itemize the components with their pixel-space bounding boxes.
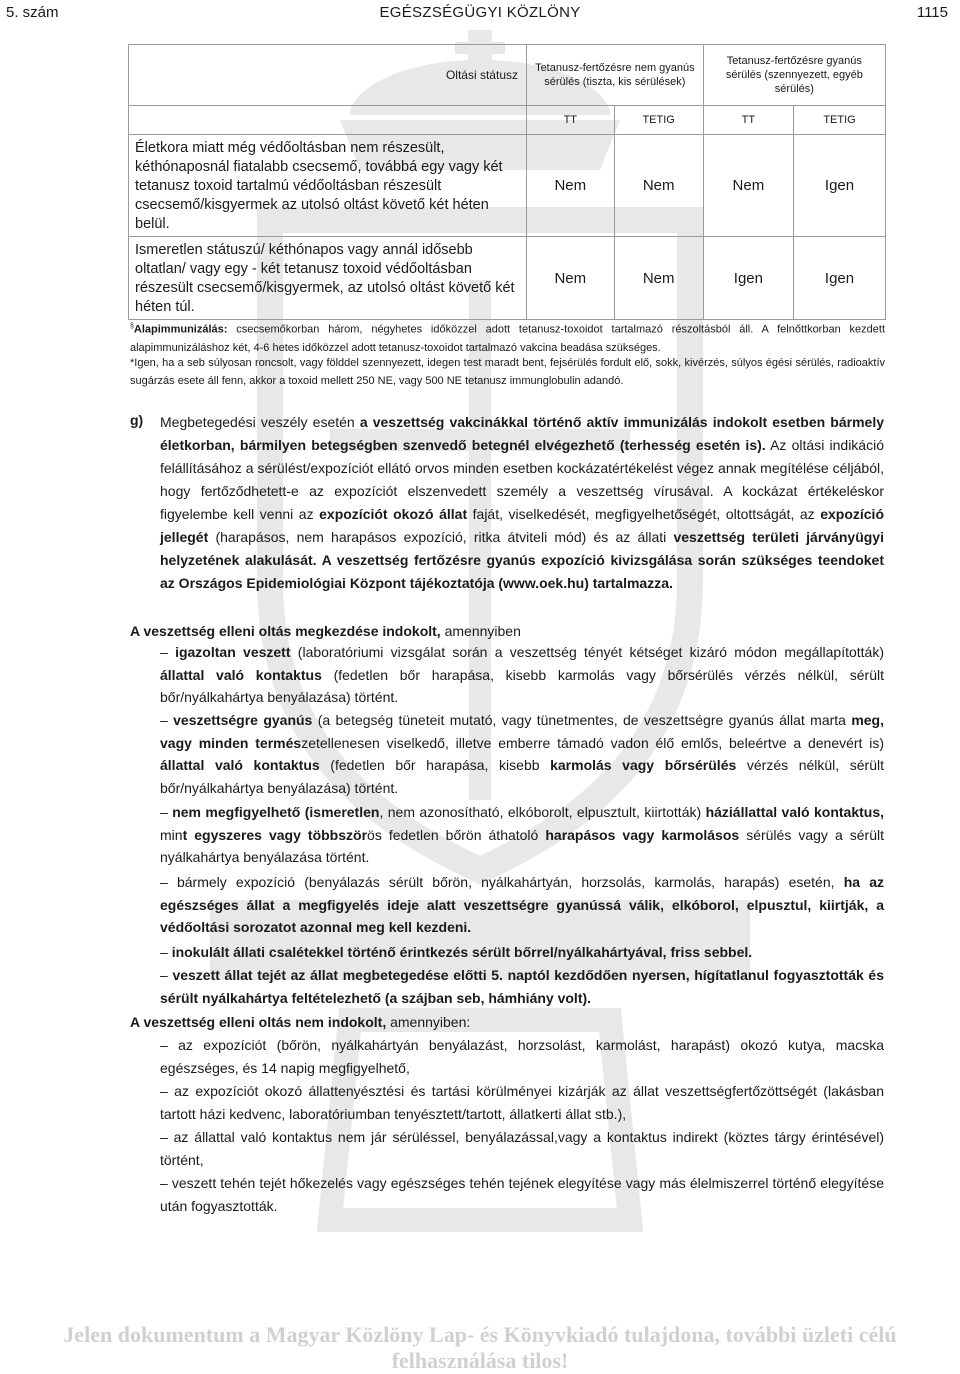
bold-span: meg, vagy minden termés (160, 712, 884, 751)
dash: – (160, 967, 173, 983)
table-cell: Nem (527, 135, 615, 237)
section-g-paragraph (160, 411, 884, 595)
text-span: (harapásos, nem harapásos expozíció, ritka átviteli mód) és az állati (208, 529, 674, 545)
table-cell: Igen (794, 237, 886, 320)
subheader-tetig-dirty: TETIG (794, 106, 886, 135)
bold-span: veszettség területi járványügyi helyzetének alakulását. A veszettség fertőzésre gyanús expozíció kivizsgálása során szükséges teendoket az Országos Epidemiológiai Központ tájékoztatója (www.oek.hu) tartalmazza. (160, 529, 884, 591)
text-span: Az oltási indikáció felállításához a sérülést/expozíciót ellátó orvos minden esetben kockázatértékelést végez annak megítélése céljából, hogy fertőződhetett-e az expozíciót elszenvedett személy a veszettség vírusával. A kockázat értékeléskor figyelembe kell venni az (160, 437, 884, 522)
row-description: Életkora miatt még védőoltásban nem részesült, kéthónaposnál fiatalabb csecsemő, továbbá egy vagy két tetanusz toxoid tartalmú védőoltásban részesült csecsemő/kisgyermek az utolsó oltást követő két héten belül. (129, 135, 527, 237)
footnote-term: Alapimmunizálás: (133, 323, 228, 336)
list-item: – veszett tehén tejét hőkezelés vagy egészséges tehén tejének elegyítése vagy más élelmiszerrel történő elegyítése után fogyasztották. (160, 1175, 884, 1214)
table-cell: Nem (527, 237, 615, 320)
list-item (160, 801, 884, 869)
subheader-tt-clean: TT (527, 106, 615, 135)
text-span: amennyiben (440, 623, 521, 639)
bold-span: expozíciót okozó állat (319, 506, 468, 522)
list-item (160, 641, 884, 709)
text-span: (fedetlen bőr harapása, kisebb karmolás vagy bőrsérülés vérzés nélkül, sérült bőr/nyálkahártya benyálazása) történt. (160, 666, 884, 705)
bold-span: ha az egészséges állat a megfigyelés ideje alatt veszettségre gyanússá válik, elkóborol, elpusztul, kiirtják, a védőoltási sorozatot azonnal meg kell kezdeni. (160, 874, 884, 935)
text-span: zetellenesen viselkedő, illetve emberre támadó vadon élő emlős, beleértve a denevért is) (301, 734, 884, 751)
table-row (129, 237, 886, 320)
list-item (160, 964, 884, 1009)
dash: – (160, 712, 174, 728)
bold-span: A veszettség elleni oltás megkezdése indokolt, (130, 623, 441, 639)
dash: – (160, 644, 176, 660)
bold-span: állattal való kontaktus (160, 757, 320, 773)
page-header (0, 0, 960, 26)
tetanus-status-table (128, 44, 886, 320)
list-item (160, 871, 884, 939)
footnote-marker: § (130, 323, 134, 330)
bold-span: a veszettség vakcinákkal történő aktív immunizálás indokolt esetben bármely életkorban, bármilyen betegségben szenvedő betegnél elvégezhető (terhesség esetén is). (160, 414, 885, 453)
table-cell: Igen (794, 135, 886, 237)
bold-span: igazoltan veszett (175, 644, 291, 660)
text-span: bármely expozíció (benyálazás sérült bőrön, nyálkahártyán, horzsolás, karmolás, harapás) esetén, (176, 874, 844, 890)
table-row (129, 135, 886, 237)
footnote-basic-immunization (130, 318, 885, 357)
table-cell: Igen (703, 237, 793, 320)
dash: – (160, 944, 172, 960)
subheader-tt-dirty: TT (703, 106, 793, 135)
footnote-text: *Igen, ha a seb súlyosan roncsolt, vagy földdel szennyezett, idegen test maradt bent, fejsérülés fordult elő, sokk, kivérzés, súlyos égési sérülés, radioaktív sugárzás esete áll fenn, akkor a toxoid mellett 250 NE, vagy 500 NE tetanusz immunglobulin adandó. (130, 357, 885, 387)
bold-span: A veszettség elleni oltás nem indokolt, (130, 1014, 387, 1030)
text-span: sérülés vagy a sérült nyálkahártya benyálazása történt. (160, 826, 884, 865)
text-span: (a betegség tüneteit mutató, vagy tünetmentes, de veszettségre gyanús állat marta (312, 712, 852, 728)
text-span: , nem azonosítható, elkóborolt, elpusztult, kiirtották) (379, 804, 706, 820)
footnote-text: csecsemőkorban három, négyhetes időközzel adott tetanusz-toxoidot tartalmazó részoltásból áll. A felnőttkorban kezdett alapimmunizáláshoz két, 4-6 hetes időközzel adott tetanusz-toxoidot tartalmazó vakcina beadása szükséges. (130, 323, 885, 354)
page-number: 1115 (916, 4, 948, 21)
table-cell: Nem (614, 135, 703, 237)
not-indicated-heading (130, 1011, 470, 1033)
header-clean-wound: Tetanusz-fertőzésre nem gyanús sérülés (tiszta, kis sérülések) (527, 45, 704, 106)
text-span: min (160, 826, 183, 843)
section-label: g) (130, 412, 144, 428)
list-item (160, 941, 884, 964)
list-item: – az expozíciót (bőrön, nyálkahártyán benyálazást, horzsolást, karmolást, harapást) okozó kutya, macska egészséges, és 14 napig megfigyelhető, (160, 1037, 884, 1076)
text-span: amennyiben: (386, 1014, 471, 1030)
copyright-notice: Jelen dokumentum a Magyar Közlöny Lap- és Könyvkiadó tulajdona, további üzleti célú felhasználása tilos! (63, 1322, 897, 1373)
list-item: – az állattal való kontaktus nem jár sérüléssel, benyálazással,vagy a kontaktus indirekt (köztes tárgy érintésével) történt, (160, 1129, 884, 1168)
dash: – (160, 804, 173, 820)
list-item: – az expozíciót okozó állattenyésztési és tartási körülményei kizárják az állat veszettségfertőzöttségét (lakásban tartott házi kedvenc, laboratóriumban tenyésztett/tartott, állatkerti állat stb.), (160, 1083, 884, 1122)
journal-title: EGÉSZSÉGÜGYI KÖZLÖNY (379, 4, 581, 21)
bold-span: nem megfigyelhető (ismeretlen (172, 804, 380, 820)
bold-span: inokulált állati csalétekkel történő érintkezés sérült bőrrel/nyálkahártyával, friss sebbel. (171, 944, 753, 960)
bold-span: karmolás vagy bőrsérülés (550, 757, 737, 773)
text-span: ös fedetlen bőrön áthatoló (367, 826, 546, 843)
bold-span: veszettségre gyanús (173, 712, 313, 728)
header-dirty-wound: Tetanusz-fertőzésre gyanús sérülés (szennyezett, egyéb sérülés) (703, 45, 885, 106)
header-vaccination-status: Oltási státusz (129, 45, 527, 106)
bold-span: t egyszeres vagy többször (182, 826, 368, 843)
bold-span: expozíció jellegét (160, 506, 884, 545)
dash: – (160, 874, 177, 890)
issue-number: 5. szám (6, 4, 59, 21)
indicated-heading (130, 620, 521, 642)
text-span: vérzés nélkül, sérült bőr/nyálkahártya benyálazása) történt. (160, 757, 884, 796)
text-span: (fedetlen bőr harapása, kisebb (319, 757, 551, 773)
table-cell: Nem (703, 135, 793, 237)
bold-span: háziállattal való kontaktus, (705, 804, 885, 820)
bold-span: harapásos vagy karmolásos (545, 826, 740, 843)
list-item (160, 709, 884, 799)
subheader-tetig-clean: TETIG (614, 106, 703, 135)
footnote-immunoglobulin (130, 354, 885, 390)
bold-span: veszett állat tejét az állat megbetegedése előtti 5. naptól kezdődően nyersen, hígítatlanul fogyasztották és sérült nyálkahártya feltételezhető (a szájban seb, hámhiány volt). (160, 967, 884, 1006)
text-span: (laboratóriumi vizsgálat során a veszettség tényét kétséget kizáró módon megállapították) (290, 644, 884, 660)
bold-span: állattal való kontaktus (160, 666, 322, 683)
table-cell: Nem (614, 237, 703, 320)
text-span: faját, viselkedését, megfigyelhetőségét, oltottságát, az (467, 506, 821, 522)
text-span: Megbetegedési veszély esetén (160, 414, 360, 430)
row-description: Ismeretlen státuszú/ kéthónapos vagy annál idősebb oltatlan/ vagy egy - két tetanusz toxoid védőoltásban részesült csecsemő/kisgyermek, az utolsó oltást követő két héten túl. (129, 237, 527, 320)
header-empty (129, 106, 527, 135)
